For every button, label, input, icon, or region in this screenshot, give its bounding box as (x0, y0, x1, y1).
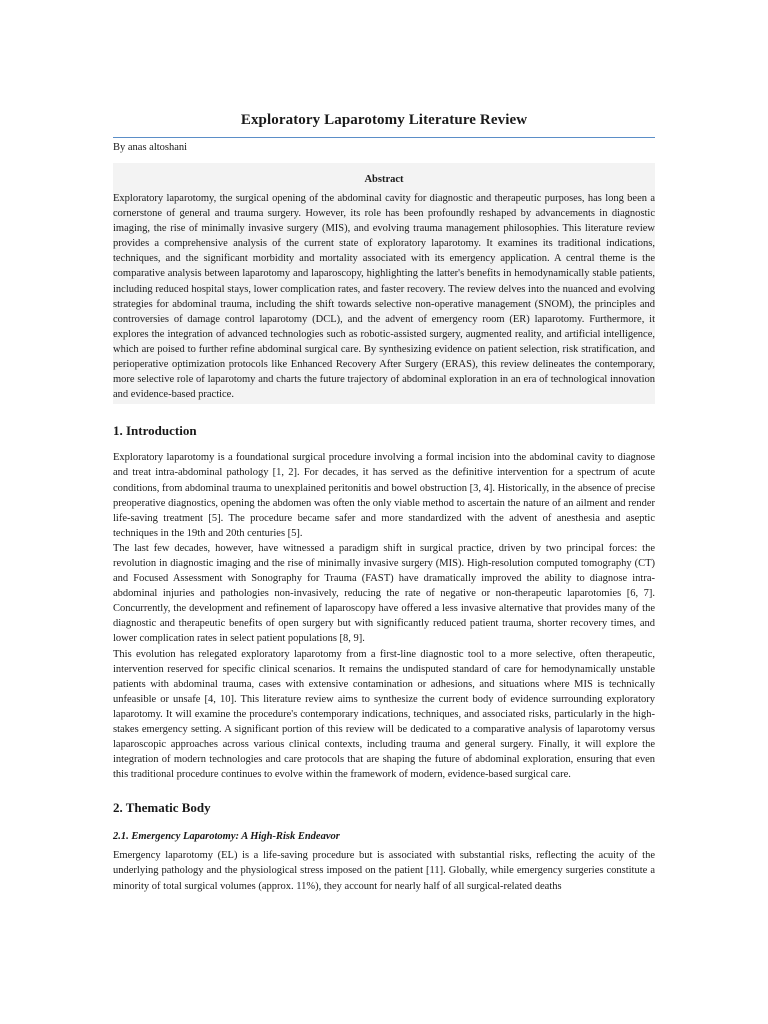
paragraph: Exploratory laparotomy is a foundational surgical procedure involving a formal incision into the abdominal cavity to diagnose and treat intra-abdominal pathology [1, 2]. For decades, it has served as the definitive intervention for a spectrum of acute conditions, from abdominal trauma to unexplained peritonitis and bowel obstruction [3, 4]. Historically, in the absence of precise preoperative diagnostics, opening the abdomen was often the only viable method to ascertain the nature of an ailment and render life-saving treatment [5]. The procedure became safer and more standardized with the advent of anesthesia and aseptic techniques in the 19th and 20th centuries [5]. (113, 452, 655, 539)
paragraph: This evolution has relegated exploratory laparotomy from a first-line diagnostic tool to a more selective, often therapeutic, intervention reserved for specific clinical scenarios. It remains the undisputed standard of care for hemodynamically unstable patients with abdominal trauma, cases with extensive contamination or adhesions, and situations where MIS is technically unfeasible or unsafe [4, 10]. This literature review aims to synthesize the current body of evidence surrounding exploratory laparotomy. It will examine the procedure's contemporary indications, techniques, and associated risks, particularly in the high-stakes emergency setting. A significant portion of this review will be dedicated to a comparative analysis of laparotomy versus laparoscopic approaches across various clinical contexts, including trauma and general surgery. Finally, it will explore the integration of modern technologies and care protocols that are shaping the future of abdominal exploration, ensuring that even this traditional procedure continues to evolve within the framework of modern, evidence-based surgical care. (113, 648, 655, 781)
paragraph: Emergency laparotomy (EL) is a life-saving procedure but is associated with substantial risks, reflecting the acuity of the underlying pathology and the physiological stress imposed on the patient [11]. Globally, while emergency surgeries constitute a minority of total surgical volumes (approx. 11%), they account for nearly half of all surgical-related deaths (113, 850, 655, 892)
abstract-text: Exploratory laparotomy, the surgical opening of the abdominal cavity for diagnostic and therapeutic purposes, has long been a cornerstone of general and trauma surgery. However, its role has been profoundly reshaped by advancements in diagnostic imaging, the rise of minimally invasive surgery (MIS), and evolving trauma management philosophies. This literature review provides a comprehensive analysis of the current state of exploratory laparotomy. It examines its traditional indications, techniques, and the significant morbidity and mortality associated with its emergency application. A central theme is the comparative analysis between laparotomy and laparoscopy, highlighting the latter's benefits in hemodynamically stable patients, including reduced hospital stays, lower complication rates, and faster recovery. The review delves into the nuanced and evolving strategies for abdominal trauma, including the shift towards selective non-operative management (SNOM), the principles and controversies of damage control laparotomy (DCL), and the advent of emergency room (ER) laparotomy. Furthermore, it explores the integration of advanced technologies such as robotic-assisted surgery, augmented reality, and artificial intelligence, which are poised to further refine abdominal surgical care. By synthesizing evidence on patient selection, risk stratification, and perioperative optimization protocols like Enhanced Recovery After Surgery (ERAS), this review delineates the contemporary, more selective role of laparotomy and charts the future trajectory of abdominal exploration in an era of technological innovation and evidence-based practice. (113, 193, 655, 401)
title-divider (113, 137, 655, 138)
section-heading-thematic-body: 2. Thematic Body (113, 800, 211, 816)
section-heading-introduction: 1. Introduction (113, 423, 197, 439)
document-title: Exploratory Laparotomy Literature Review (240, 112, 528, 128)
abstract-heading: Abstract (364, 174, 404, 185)
abstract-block (113, 163, 655, 404)
paragraph: The last few decades, however, have witnessed a paradigm shift in surgical practice, driven by two principal forces: the revolution in diagnostic imaging and the rise of minimally invasive surgery (MIS). High-resolution computed tomography (CT) and Focused Assessment with Sonography for Trauma (FAST) have dramatically improved the ability to diagnose intra-abdominal injuries and pathologies non-invasively, reducing the rate of negative or non-therapeutic laparotomies [6, 7]. Concurrently, the development and refinement of laparoscopy have offered a less invasive alternative that provides many of the diagnostic and therapeutic benefits of open surgery but with significantly reduced patient trauma, shorter recovery times, and lower complication rates in select patient populations [8, 9]. (113, 542, 655, 645)
subsection-heading-emergency-laparotomy: 2.1. Emergency Laparotomy: A High-Risk Endeavor (113, 831, 340, 843)
author-line: By anas altoshani (113, 142, 188, 153)
